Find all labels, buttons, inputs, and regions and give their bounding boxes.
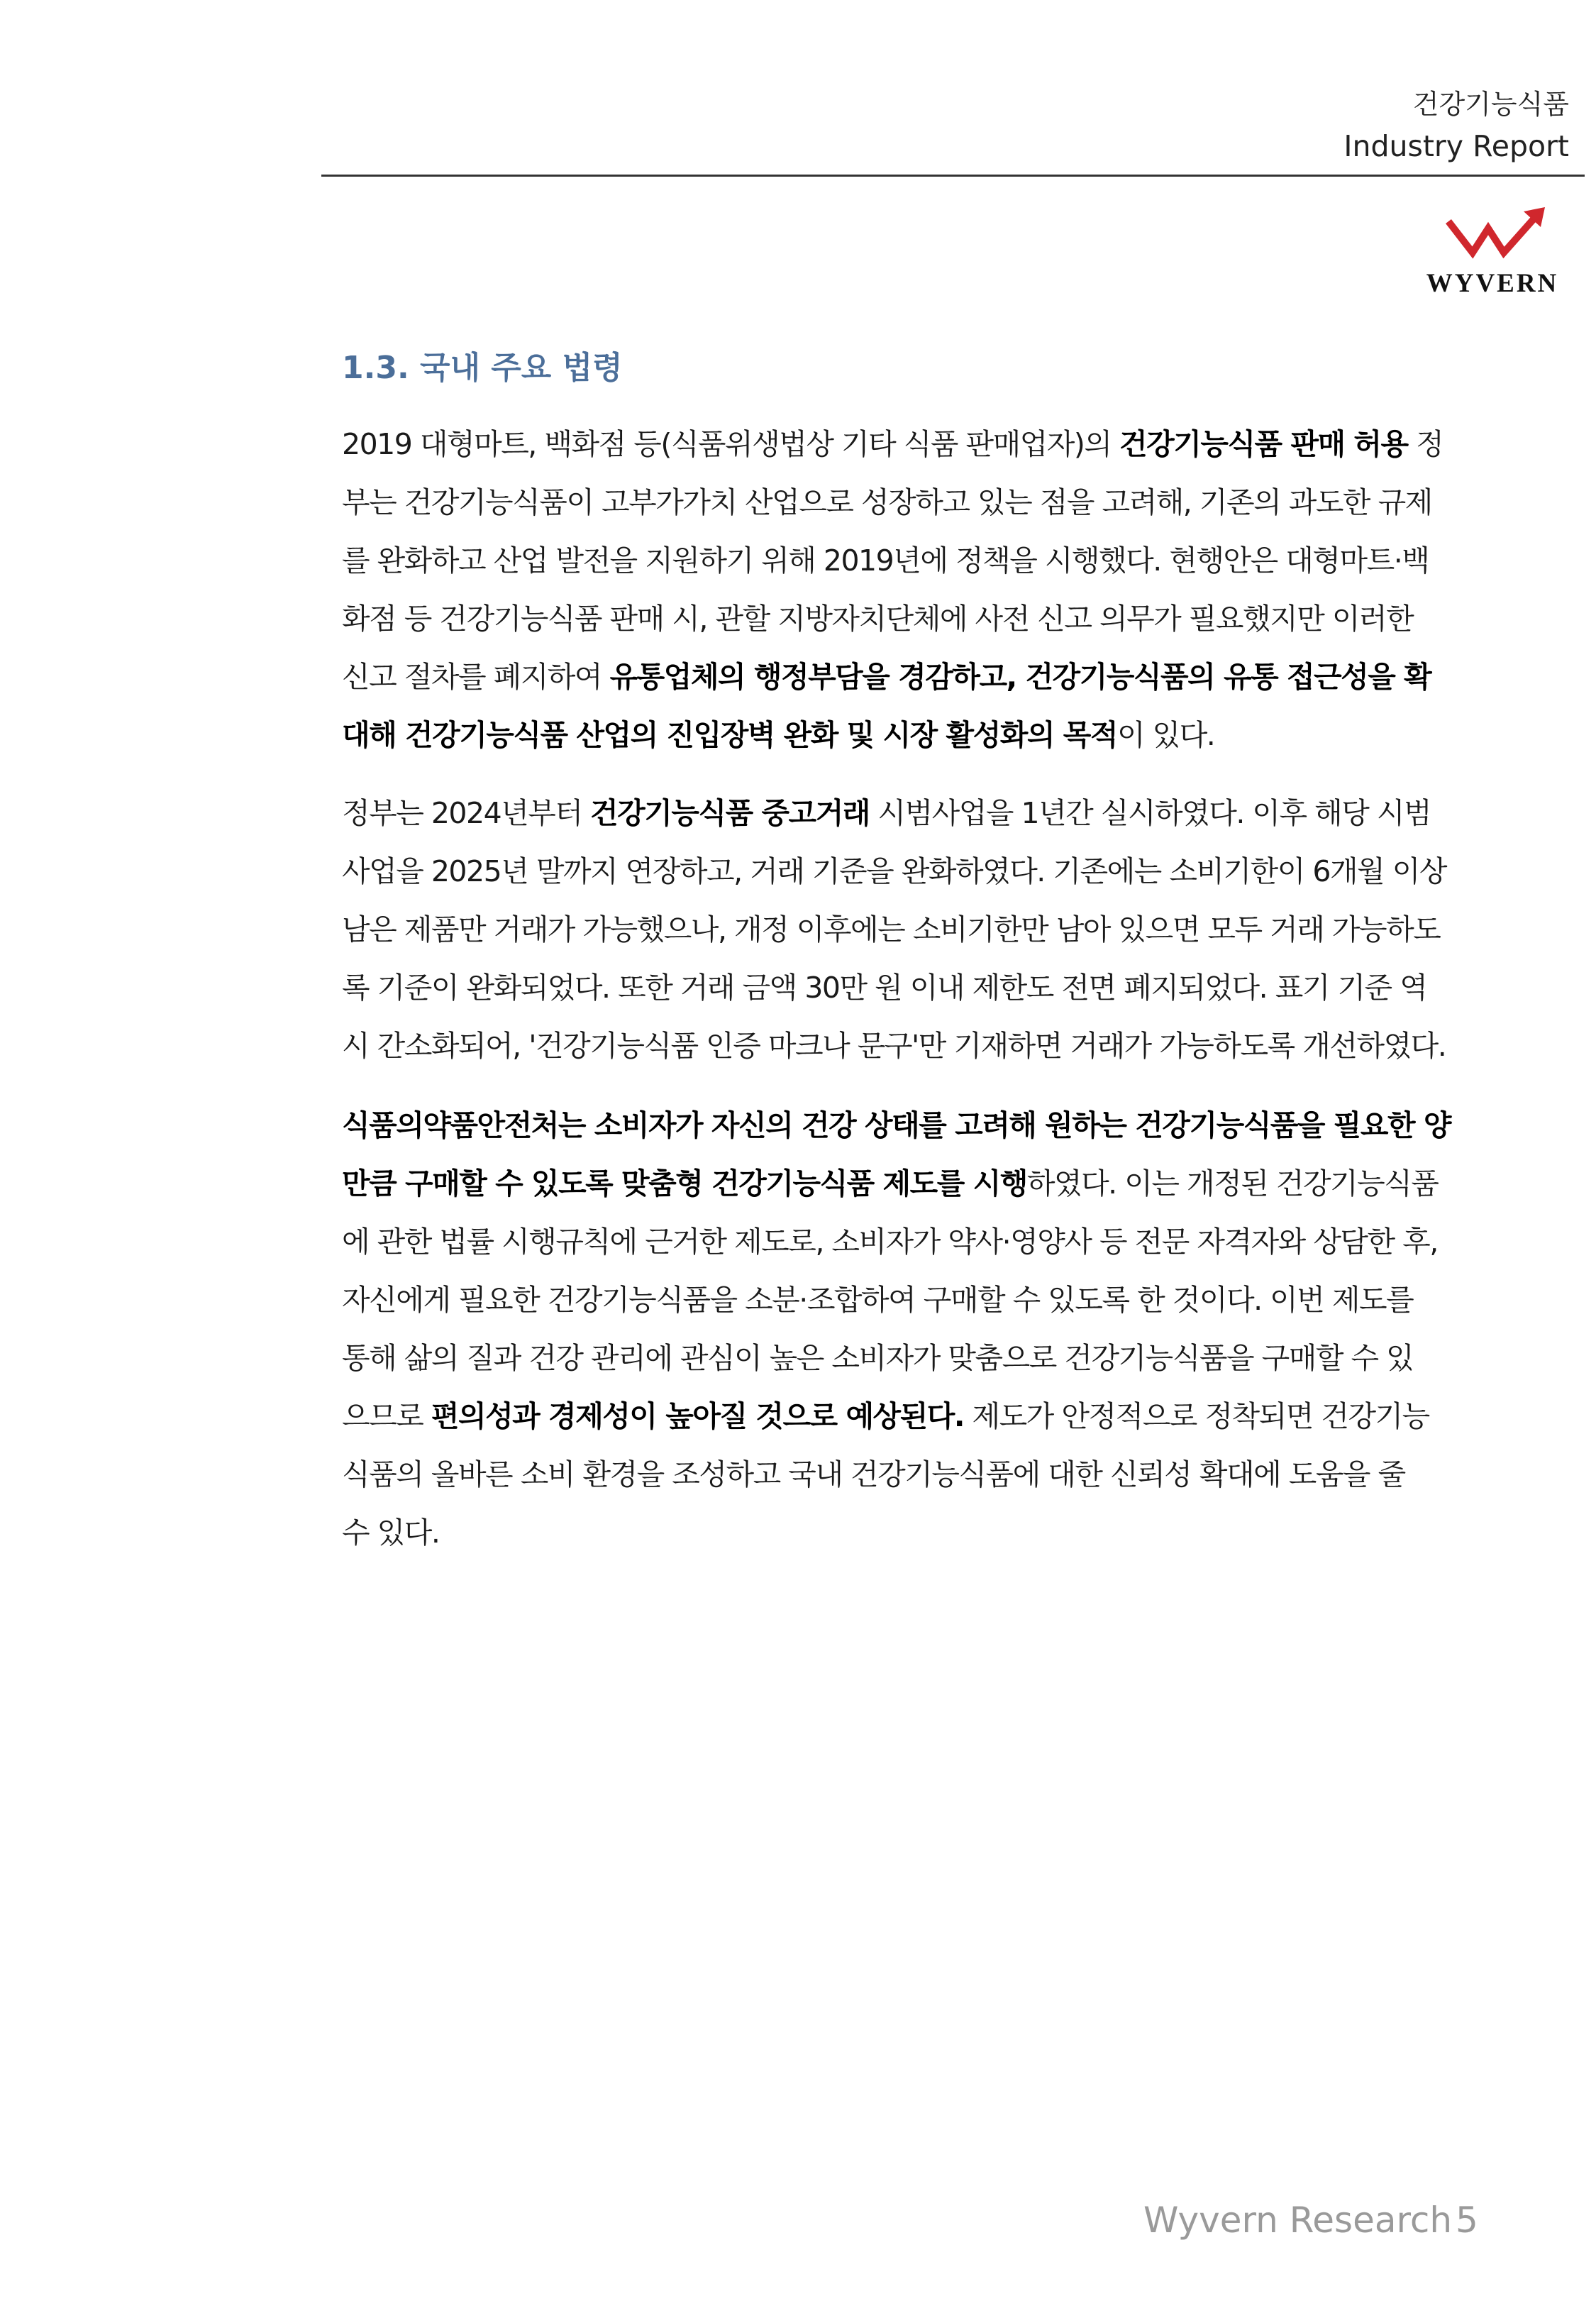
text-run: 정부는 2024년부터 [342, 796, 591, 830]
text-line [342, 784, 1512, 842]
bold-text: 편의성과 경제성이 높아질 것으로 예상된다. [431, 1399, 964, 1433]
bold-text: 유통업체의 행정부담을 경감하고, 건강기능식품의 유통 접근성을 확 [609, 660, 1431, 694]
text-line [342, 842, 1512, 900]
text-run: 록 기준이 완화되었다. 또한 거래 금액 30만 원 이내 제한도 전면 폐지되었다. 표기 기준 역 [342, 971, 1427, 1005]
text-line [342, 959, 1512, 1017]
text-run: 시범사업을 1년간 실시하였다. 이후 해당 시범 [869, 796, 1431, 830]
text-line [342, 706, 1512, 764]
text-run: 수 있다. [342, 1516, 440, 1550]
header-divider [321, 175, 1585, 177]
zigzag-arrow-icon [1444, 206, 1547, 263]
text-line [342, 1154, 1512, 1213]
text-run: 2019 대형마트, 백화점 등(식품위생법상 기타 식품 판매업자)의 [342, 427, 1120, 461]
report-category: 건강기능식품 [1412, 89, 1569, 120]
text-run: 으므로 [342, 1399, 431, 1433]
logo-wordmark: WYVERN [1426, 269, 1559, 298]
bold-text: 건강기능식품 중고거래 [590, 796, 870, 830]
footer-brand: Wyvern Research [1143, 2200, 1453, 2241]
text-line [342, 900, 1512, 959]
text-line [342, 1329, 1512, 1387]
paragraph-retail-sales [342, 415, 1512, 764]
text-line [342, 415, 1512, 473]
text-run: 제도가 안정적으로 정착되면 건강기능 [963, 1399, 1429, 1433]
bold-text: 건강기능식품 판매 허용 [1119, 427, 1408, 461]
text-run: 화점 등 건강기능식품 판매 시, 관할 지방자치단체에 사전 신고 의무가 필요했지만 이러한 [342, 602, 1414, 636]
text-run: 부는 건강기능식품이 고부가가치 산업으로 성장하고 있는 점을 고려해, 기존의 과도한 규제 [342, 485, 1432, 519]
text-line [342, 1445, 1512, 1504]
wyvern-logo [1423, 206, 1558, 298]
bold-text: 식품의약품안전처는 소비자가 자신의 건강 상태를 고려해 원하는 건강기능식품을 필요한 양 [342, 1108, 1451, 1142]
text-line [342, 648, 1512, 706]
text-line [342, 1213, 1512, 1271]
text-line [342, 1504, 1512, 1562]
text-run: 시 간소화되어, '건강기능식품 인증 마크나 문구'만 기재하면 거래가 가능하도록 개선하였다. [342, 1029, 1446, 1063]
page-number: 5 [1456, 2200, 1478, 2241]
text-run: 자신에게 필요한 건강기능식품을 소분·조합하여 구매할 수 있도록 한 것이다. 이번 제도를 [342, 1283, 1414, 1317]
text-run: 정 [1407, 427, 1443, 461]
text-run: 남은 제품만 거래가 가능했으나, 개정 이후에는 소비기한만 남아 있으면 모두 거래 가능하도 [342, 912, 1441, 947]
text-line [342, 590, 1512, 648]
section-title: 1.3. 국내 주요 법령 [342, 350, 623, 386]
text-run: 에 관한 법률 시행규칙에 근거한 제도로, 소비자가 약사·영양사 등 전문 자격자와 상담한 후, [342, 1225, 1438, 1259]
report-type: Industry Report [1343, 129, 1569, 163]
paragraph-custom-supplements [342, 1096, 1512, 1562]
bold-text: 대해 건강기능식품 산업의 진입장벽 완화 및 시장 활성화의 목적 [342, 718, 1117, 752]
text-line [342, 1271, 1512, 1329]
text-run: 를 완화하고 산업 발전을 지원하기 위해 2019년에 정책을 시행했다. 현행안은 대형마트·백 [342, 544, 1429, 578]
text-run: 통해 삶의 질과 건강 관리에 관심이 높은 소비자가 맞춤으로 건강기능식품을 구매할 수 있 [342, 1341, 1414, 1375]
text-line [342, 1096, 1512, 1154]
text-line [342, 473, 1512, 531]
text-run: 식품의 올바른 소비 환경을 조성하고 국내 건강기능식품에 대한 신뢰성 확대에 도움을 줄 [342, 1457, 1405, 1491]
text-run: 하였다. 이는 개정된 건강기능식품 [1026, 1166, 1439, 1201]
paragraph-secondhand-trade [342, 784, 1512, 1075]
text-run: 이 있다. [1116, 718, 1215, 752]
text-run: 신고 절차를 폐지하여 [342, 660, 610, 694]
text-line [342, 531, 1512, 590]
text-line [342, 1017, 1512, 1075]
bold-text: 만큼 구매할 수 있도록 맞춤형 건강기능식품 제도를 시행 [342, 1166, 1027, 1201]
text-run: 사업을 2025년 말까지 연장하고, 거래 기준을 완화하였다. 기존에는 소비기한이 6개월 이상 [342, 854, 1446, 888]
text-line [342, 1387, 1512, 1445]
